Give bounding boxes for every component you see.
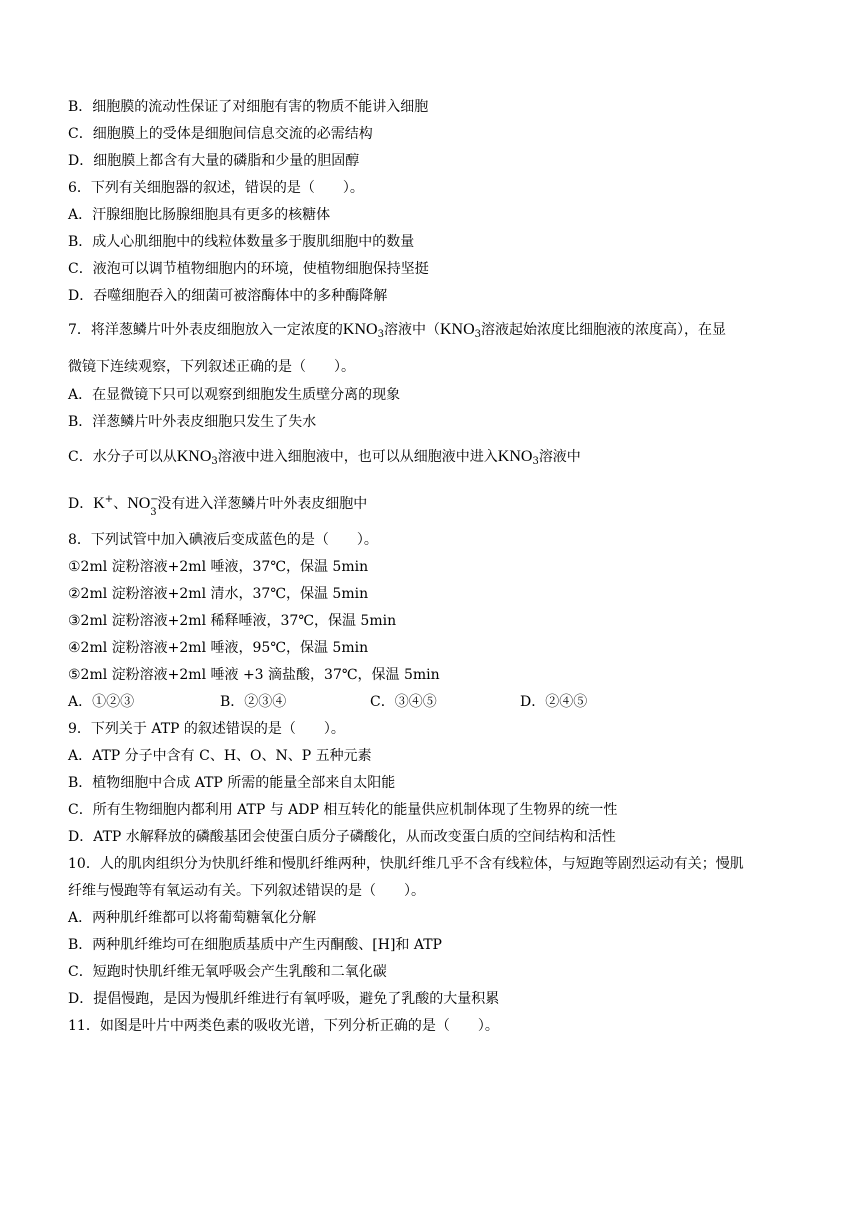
q9-option-d: D．ATP 水解释放的磷酸基团会使蛋白质分子磷酸化，从而改变蛋白质的空间结构和活性 <box>68 829 616 845</box>
q6-option-d: D．吞噬细胞吞入的细菌可被溶酶体中的多种酶降解 <box>68 288 388 304</box>
q8-option-d: D．②④⑤ <box>520 694 588 710</box>
q7d-text-1: D． <box>68 496 94 512</box>
q9-option-c: C．所有生物细胞内都利用 ATP 与 ADP 相互转化的能量供应机制体现了生物界的统一性 <box>68 802 618 818</box>
q7d-separator: 、 <box>113 496 128 512</box>
q7d-ion-no3-charge: − <box>150 494 159 505</box>
q6-option-c: C．液泡可以调节植物细胞内的环境，使植物细胞保持坚挺 <box>68 261 429 277</box>
q10-stem-line1: 10．人的肌肉组织分为快肌纤维和慢肌纤维两种，快肌纤维几乎不含有线粒体，与短跑等剧烈运动有关；慢肌 <box>68 856 744 872</box>
q5-option-b: B．细胞膜的流动性保证了对细胞有害的物质不能讲入细胞 <box>68 99 429 115</box>
q7d-ion-no3-scripts <box>150 494 159 518</box>
q7-option-d <box>68 494 368 518</box>
q7c-formula-kno3-2: KNO <box>497 448 533 465</box>
q7-formula-kno3-1: KNO <box>342 321 378 338</box>
q10-option-d: D．提倡慢跑，是因为慢肌纤维进行有氧呼吸，避免了乳酸的大量积累 <box>68 991 500 1007</box>
q7-option-a: A．在显微镜下只可以观察到细胞发生质壁分离的现象 <box>68 387 401 403</box>
q7-formula-sub-1: 3 <box>377 329 384 340</box>
q7-text-2: 溶液中（ <box>383 322 440 338</box>
q8-tube-4: ④2ml 淀粉溶液+2ml 唾液，95℃，保温 5min <box>68 640 369 656</box>
q10-option-b: B．两种肌纤维均可在细胞质基质中产生丙酮酸、[H]和 ATP <box>68 937 442 953</box>
q7d-ion-k: K <box>93 495 105 512</box>
q7c-text-1: C．水分子可以从 <box>68 449 177 465</box>
q6-option-a: A．汗腺细胞比肠腺细胞具有更多的核糖体 <box>68 207 331 223</box>
q7c-formula-kno3-1: KNO <box>176 448 212 465</box>
q7d-ion-no3-sub: 3 <box>150 507 157 518</box>
q7-stem-line1 <box>68 320 726 340</box>
q6-option-b: B．成人心肌细胞中的线粒体数量多于腹肌细胞中的数量 <box>68 234 415 250</box>
q10-stem-line2: 纤维与慢跑等有氧运动有关。下列叙述错误的是（ ）。 <box>68 883 425 899</box>
q7d-ion-no3: NO <box>127 495 151 512</box>
q7-option-c <box>68 447 581 467</box>
q8-tube-5: ⑤2ml 淀粉溶液+2ml 唾液 +3 滴盐酸，37℃，保温 5min <box>68 667 440 683</box>
q7d-ion-k-charge: + <box>104 494 114 505</box>
q8-option-c: C．③④⑤ <box>370 694 437 710</box>
q8-stem: 8．下列试管中加入碘液后变成蓝色的是（ ）。 <box>68 532 378 548</box>
q8-tube-3: ③2ml 淀粉溶液+2ml 稀释唾液，37℃，保温 5min <box>68 613 397 629</box>
q7-formula-sub-2: 3 <box>474 329 481 340</box>
q9-stem: 9．下列关于 ATP 的叙述错误的是（ ）。 <box>68 721 345 737</box>
q7-option-b: B．洋葱鳞片叶外表皮细胞只发生了失水 <box>68 414 317 430</box>
q8-tube-1: ①2ml 淀粉溶液+2ml 唾液，37℃，保温 5min <box>68 559 369 575</box>
q7d-text-2: 没有进入洋葱鳞片叶外表皮细胞中 <box>157 496 368 512</box>
q10-option-c: C．短跑时快肌纤维无氧呼吸会产生乳酸和二氧化碳 <box>68 964 387 980</box>
q6-stem: 6．下列有关细胞器的叙述，错误的是（ ）。 <box>68 180 364 196</box>
q5-option-d: D．细胞膜上都含有大量的磷脂和少量的胆固醇 <box>68 153 360 169</box>
q8-tube-2: ②2ml 淀粉溶液+2ml 清水，37℃，保温 5min <box>68 586 369 602</box>
q10-option-a: A．两种肌纤维都可以将葡萄糖氧化分解 <box>68 910 317 926</box>
q7c-text-3: 溶液中 <box>538 449 581 465</box>
q8-option-b: B．②③④ <box>220 694 287 710</box>
q9-option-a: A．ATP 分子中含有 C、H、O、N、P 五种元素 <box>68 748 372 764</box>
q9-option-b: B．植物细胞中合成 ATP 所需的能量全部来自太阳能 <box>68 775 396 791</box>
q5-option-c: C．细胞膜上的受体是细胞间信息交流的必需结构 <box>68 126 373 142</box>
q11-stem: 11．如图是叶片中两类色素的吸收光谱，下列分析正确的是（ ）。 <box>68 1018 499 1034</box>
q7c-formula-sub-2: 3 <box>532 456 539 467</box>
q7-text-1: 7．将洋葱鳞片叶外表皮细胞放入一定浓度的 <box>68 322 343 338</box>
q7c-formula-sub-1: 3 <box>211 456 218 467</box>
q8-option-a: A．①②③ <box>68 694 135 710</box>
q8-options-row <box>68 692 608 712</box>
q7-formula-kno3-2: KNO <box>439 321 475 338</box>
q7c-text-2: 溶液中进入细胞液中，也可以从细胞液中进入 <box>217 449 498 465</box>
q7-stem-line2: 微镜下连续观察，下列叙述正确的是（ ）。 <box>68 359 355 375</box>
q7-text-3: 溶液起始浓度比细胞液的浓度高），在显 <box>481 322 726 338</box>
